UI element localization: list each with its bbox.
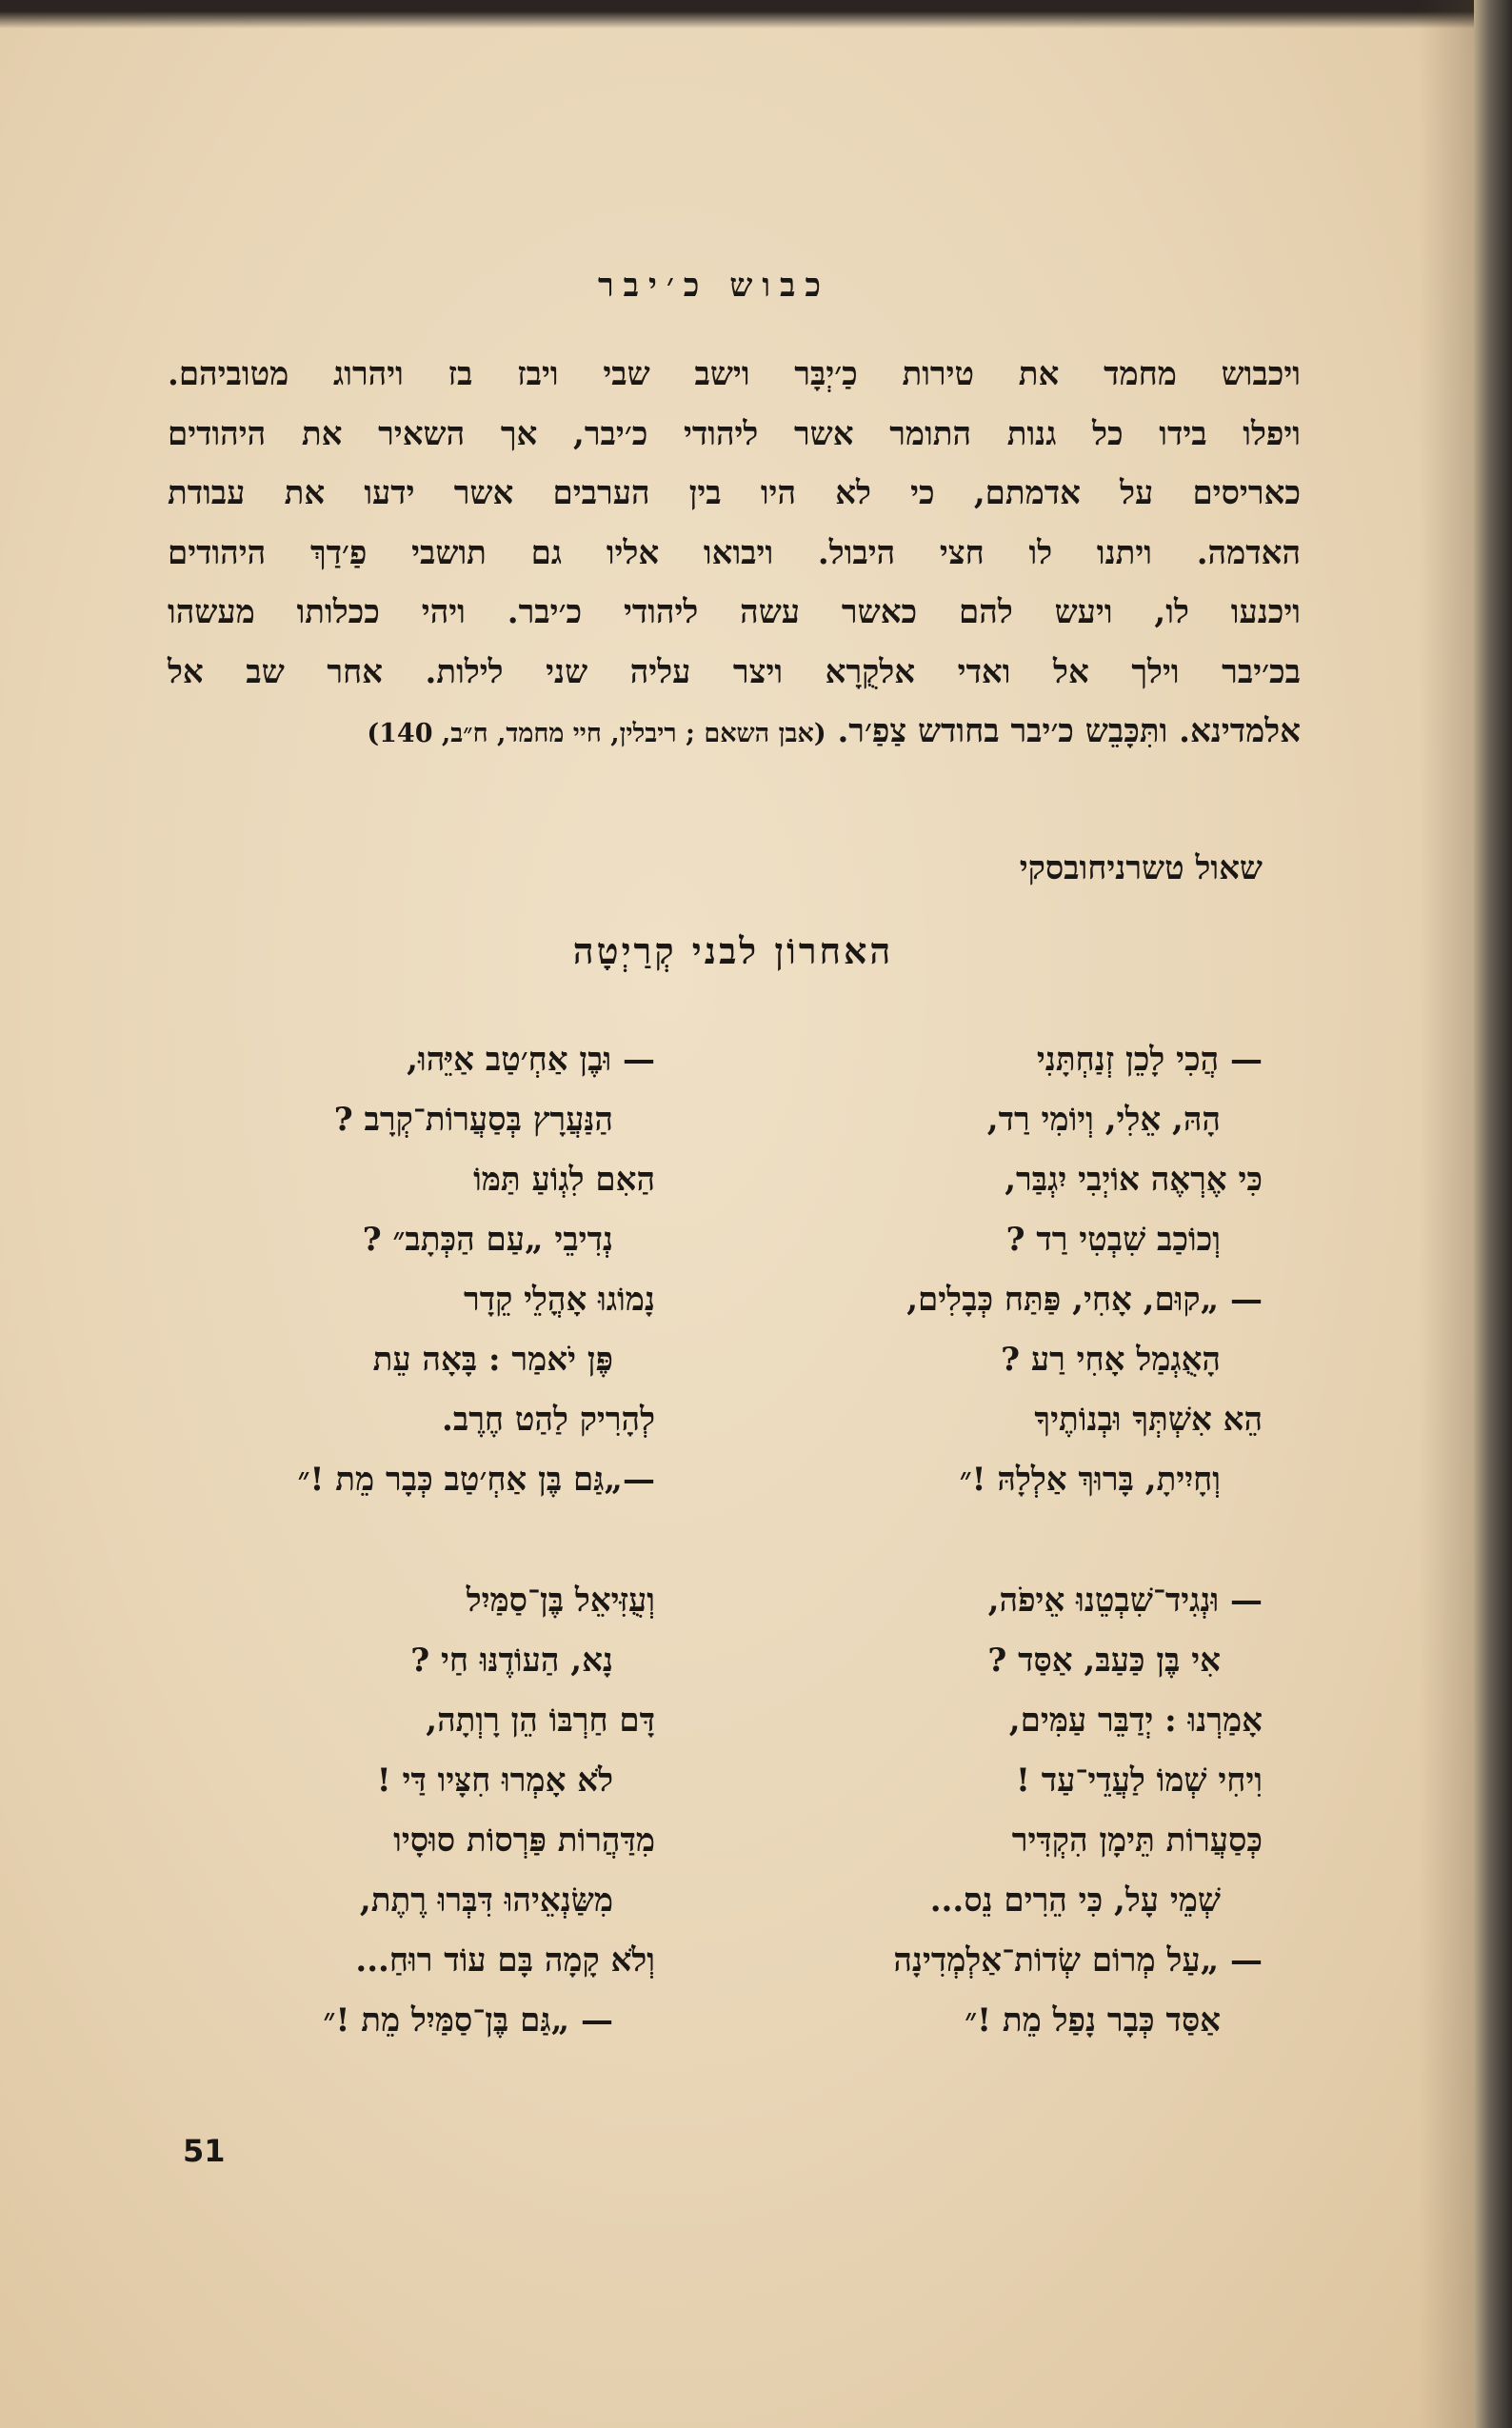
verse-line: — וּנְגִיד־שִׁבְטֵנוּ אֵיפֹה, xyxy=(987,1582,1263,1620)
verse-line: הֵא אִשְׁתְּךָ וּבְנוֹתֶיךָ xyxy=(1034,1401,1263,1439)
verse-line: מִדַּהֲרוֹת פַּרְסוֹת סוּסָיו xyxy=(393,1821,655,1860)
prose-line: כאריסים על אדמתם, כי לא היו בין הערבים אשר ידעו את עבודת xyxy=(168,474,1301,512)
stanza-right-1 xyxy=(767,1030,1263,1510)
section-title: כבוש כ׳יבר xyxy=(597,267,831,305)
book-binding-edge xyxy=(1474,0,1512,2428)
poem-author: שאול טשרניחובסקי xyxy=(1019,849,1263,887)
verse-line: פֶּן יֹאמַר : בָּאָה עֵת xyxy=(372,1341,613,1379)
prose-line-last xyxy=(168,702,1301,765)
verse-line: — וּבֶן אַחְ׳טַב אַיֵּהוּ, xyxy=(407,1041,655,1079)
prose-line: ויפלו בידו כל גנות התומר אשר ליהודי כ׳יבר, אך השאיר את היהודים xyxy=(168,414,1301,453)
citation: (אבן השאם ; ריבלין, חיי מחמד, ח״ב, 140) xyxy=(367,719,826,748)
verse-line: — הֲכִי לָכֵן זְנַחְתָּנִי xyxy=(1036,1041,1263,1079)
verse-line: וְחָיִיתָ, בָּרוּךְ אַלְלָהּ !״ xyxy=(959,1461,1221,1499)
verse-line: וְעֻזִּיאֵל בֶּן־סַמַּיִל xyxy=(466,1582,655,1620)
verse-line: אִי בֶּן כַּעַבּ, אַסַּד ? xyxy=(987,1642,1221,1680)
verse-line: אָמַרְנוּ : יְדַבֵּר עַמִּים, xyxy=(1008,1702,1263,1740)
prose-line: האדמה. ויתנו לו חצי היבול. ויבואו אליו גם תושבי פַ׳דַךְ היהודים xyxy=(168,533,1301,572)
verse-line: — „עַל מְרוֹם שְׂדוֹת־אַלְמְדִינָה xyxy=(893,1941,1263,1980)
verse-line: הָאֻגְמַל אָחִי רַע ? xyxy=(1001,1341,1221,1379)
verse-line: הָהּ, אֵלִי, וְיוֹמִי רַד, xyxy=(986,1101,1221,1139)
poem-title: האחרוֹן לבני קְרַיְטָה xyxy=(572,929,894,972)
verse-line: לֹא אָמְרוּ חִצָּיו דַּי ! xyxy=(376,1761,613,1800)
top-shadow xyxy=(0,0,1474,29)
verse-line: הַאִם לִגְוֹעַ תַּמּוֹ xyxy=(473,1161,655,1199)
prose-line: ויכנעו לו, ויעש להם כאשר עשה ליהודי כ׳יבר. ויהי ככלותו מעשהו xyxy=(168,593,1301,631)
verse-line: הַנַּעֲרָץ בְּסַעֲרוֹת־קְרָב ? xyxy=(333,1101,613,1139)
stanza-right-2 xyxy=(767,1571,1263,2051)
verse-line: — „גַּם בֶּן־סַמַּיִל מֵת !״ xyxy=(323,2001,613,2040)
verse-line: —„גַּם בֶּן אַחְ׳טַב כְּבָר מֵת !״ xyxy=(297,1461,655,1499)
page-number: 51 xyxy=(183,2133,226,2169)
prose-line-text: אלמדינא. ותִּכָּבֵש כ׳יבר בחודש צַפַ׳ר. xyxy=(837,712,1301,750)
stanza-left-1 xyxy=(122,1030,655,1510)
verse-line: דָּם חַרְבּוֹ הֵן רָוְתָה, xyxy=(426,1702,655,1740)
prose-line: ויכבוש מחמד את טירות כַ׳יְבָּר וישב שבי ויבז בז ויהרוג מטוביהם. xyxy=(168,355,1301,393)
verse-line: אַסַּד כְּבָר נָפַל מֵת !״ xyxy=(965,2001,1221,2040)
verse-line: שְׁמֵי עָל, כִּי הֵרִים נֵס... xyxy=(929,1881,1221,1920)
verse-line: — „קוּם, אָחִי, פַּתַּח כְּבָלִים, xyxy=(906,1281,1263,1319)
verse-line: נָמוֹגוּ אָהֳלֵי קֵדָר xyxy=(464,1281,655,1319)
stanza-left-2 xyxy=(122,1571,655,2051)
verse-line: לְהָרִיק לַהַט חֶרֶב. xyxy=(442,1401,655,1439)
prose-paragraph xyxy=(168,345,1301,765)
verse-line: וְלֹא קָמָה בָּם עוֹד רוּחַ... xyxy=(355,1941,655,1980)
verse-line: מִשַּׂנְאֵיהוּ דִּבְּרוּ רֶתֶת, xyxy=(359,1881,613,1920)
verse-line: וִיחִי שְׁמוֹ לַעֲדֵי־עַד ! xyxy=(1015,1761,1263,1800)
prose-line: בכ׳יבר וילך אל ואדי אלקֻרָא ויצר עליה שני לילות. אחר שב אל xyxy=(168,652,1301,691)
verse-line: נָא, הַעוֹדֶנּוּ חַי ? xyxy=(410,1642,613,1680)
verse-line: נְדִיבֵי „עַם הַכְּתָב״ ? xyxy=(362,1221,613,1259)
verse-line: כִּי אֶרְאֶה אוֹיְבִי יִגְבַּר, xyxy=(1005,1161,1263,1199)
verse-line: כְּסַעֲרוֹת תֵּימָן הִקְדִּיר xyxy=(1011,1821,1263,1860)
page-gutter-shadow xyxy=(1419,0,1474,2428)
verse-line: וְכוֹכַב שִׁבְטִי רַד ? xyxy=(1005,1221,1221,1259)
